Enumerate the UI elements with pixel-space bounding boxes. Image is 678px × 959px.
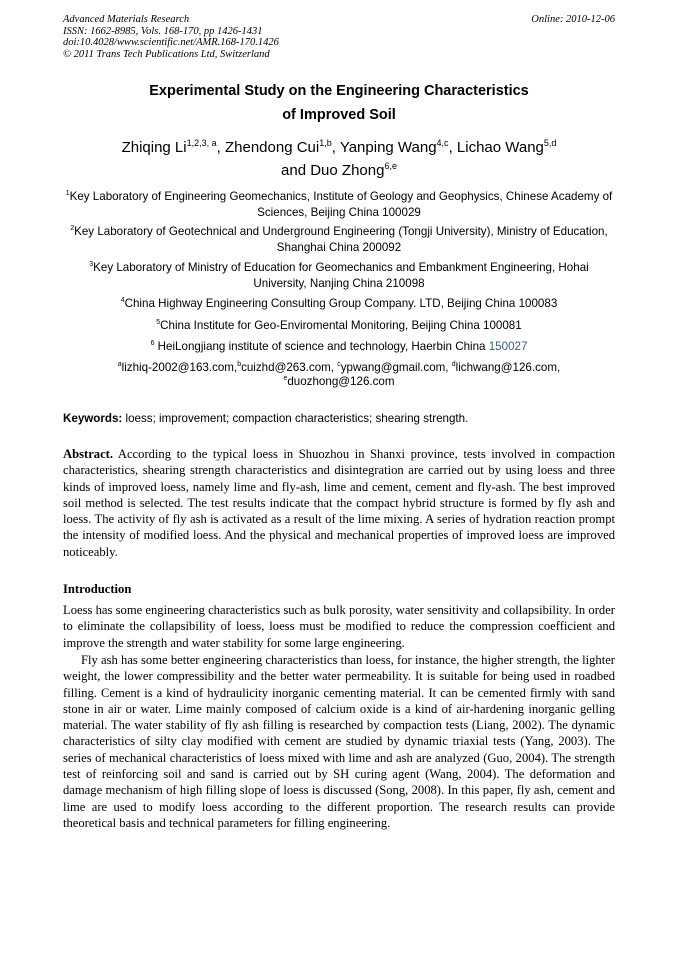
author-list: Zhiqing Li$^{1,2,3, a}$, Zhendong Cui$^{1,b}$, Yanping Wang$^{4,c}$, Lichao Wang$^{5,d}$: [121, 138, 557, 156]
affiliation-zip: 150027: [488, 340, 528, 353]
author-sup: 1,2,3, a: [186, 138, 217, 148]
affiliation-sup: 6: [150, 340, 155, 348]
journal-name: Advanced Materials Research: [63, 14, 190, 25]
email-sup: c: [337, 361, 341, 369]
author-sup: 5,d: [543, 138, 557, 148]
author-name: Yanping Wang: [339, 139, 437, 156]
affiliation-text: Key Laboratory of Ministry of Education for Geomechanics and Embankment Engineering, Hohai University, Nanjing China 210098: [93, 261, 589, 290]
email-link[interactable]: lizhiq-2002@163.com,: [121, 361, 238, 374]
affiliation-1: [63, 189, 615, 220]
email-sup: b: [237, 361, 242, 369]
affiliation-6: [63, 339, 615, 355]
abstract-paragraph: [63, 446, 615, 560]
affiliation-text: China Institute for Geo-Enviromental Monitoring, Beijing China 100081: [160, 319, 522, 332]
online-date: Online: 2010-12-06: [531, 14, 615, 25]
author-sup: 1,b: [319, 138, 332, 148]
email-link[interactable]: ypwang@gmail.com,: [340, 361, 452, 374]
affiliation-sup: 1: [65, 190, 70, 198]
affiliation-sup: 4: [120, 297, 125, 305]
author-sup: 4,c: [436, 138, 449, 148]
author-name: Lichao Wang: [456, 139, 544, 156]
introduction-paragraph-2: Fly ash has some better engineering characteristics than loess, for instance, the higher strength, the lighter weight, the lower compressibility and the better water permeability. It is suitable for being used in roadbed filling. Cement is a kind of hydraulicity inorganic cementing material. It can be cemented firmly with sand stone in air or water. Lime mainly composed of calcium oxide is a kind of air-hardening inorganic gelling material. The water stability of fly ash filling is researched by compaction tests (Liang, 2002). The dynamic characteristics of silty clay modified with cement are studied by dynamic triaxial tests (Yang, 2003). The series of mechanical characteristics of loess mixed with lime and ash are analyzed (Guo, 2004). The strength test of reinforcing soil and sand is carried out by SH curing agent (Wang, 2004). The deformation and damage mechanism of high filling slope of loess is discussed (Song, 2008). In this paper, fly ash, cement and lime are used to modify loess according to the different proportion. The research results can provide theoretical basis and technical parameters for filling engineering.: [63, 653, 615, 830]
affiliation-2: [63, 224, 615, 255]
introduction-heading: Introduction: [63, 582, 132, 596]
author-name: and Duo Zhong: [281, 162, 385, 179]
email-sup: d: [451, 361, 456, 369]
author-name: Zhendong Cui: [224, 139, 320, 156]
email-sup: a: [117, 361, 122, 369]
author-sup: 6,e: [384, 161, 397, 171]
affiliation-3: [63, 260, 615, 291]
affiliation-text: HeiLongjiang institute of science and technology, Haerbin China: [154, 340, 489, 353]
email-link[interactable]: cuizhd@263.com,: [241, 361, 338, 374]
affiliation-4: [63, 296, 615, 312]
paper-title-line-1: Experimental Study on the Engineering Characteristics: [149, 83, 529, 99]
email-sup: e: [283, 375, 288, 383]
paper-title-line-2: of Improved Soil: [282, 107, 396, 123]
affiliation-sup: 3: [89, 261, 94, 269]
affiliation-text: Key Laboratory of Engineering Geomechanics, Institute of Geology and Geophysics, Chinese Academy of Sciences, Beijing China 100029: [69, 190, 613, 219]
journal-header: [63, 14, 615, 60]
introduction-paragraph-1: Loess has some engineering characteristics such as bulk porosity, water sensitivity and collapsibility. In order to eliminate the collapsibility of loess, loess must be modified to reduce the compression coefficient and improve the strength and water stability for some large engineering.: [63, 603, 615, 650]
affiliation-text: Key Laboratory of Geotechnical and Underground Engineering (Tongji University), Ministry of Education, Shanghai China 200092: [74, 225, 608, 254]
author-list-line-2: [63, 160, 615, 182]
doi-line: doi:10.4028/www.scientific.net/AMR.168-170.1426: [63, 37, 279, 48]
email-link[interactable]: lichwang@126.com,: [455, 361, 561, 374]
issn-line: ISSN: 1662-8985, Vols. 168-170, pp 1426-1431: [63, 25, 263, 37]
copyright-line: © 2011 Trans Tech Publications Ltd, Switzerland: [63, 48, 270, 60]
affiliation-sup: 5: [156, 319, 161, 327]
email-list: [63, 361, 615, 389]
author-name: Zhiqing Li: [121, 139, 187, 156]
keywords-line: [63, 411, 615, 426]
abstract-label: Abstract.: [63, 447, 114, 461]
affiliation-5: [63, 318, 615, 334]
keywords-text: loess; improvement; compaction characteristics; shearing strength.: [122, 412, 469, 425]
affiliation-text: China Highway Engineering Consulting Group Company. LTD, Beijing China 100083: [124, 297, 558, 310]
affiliation-sup: 2: [70, 225, 75, 233]
email-link[interactable]: duozhong@126.com: [287, 375, 395, 388]
keywords-label: Keywords:: [63, 412, 123, 425]
abstract-text: According to the typical loess in Shuozhou in Shanxi province, tests involved in compaction characteristics, shearing strength characteristics and disintegration are carried out by using loess and three kinds of improved loess, namely lime and fly-ash, lime and cement, cement and fly-ash. The best improved soil method is selected. The test results indicate that the compact hybrid structure is formed by fly ash and loess. The activity of fly ash is activated as a result of the lime mixing. A series of hydration reaction prompt the intensity of modified loess. And the physical and mechanical properties of improved loess are improved noticeably.: [63, 447, 615, 559]
